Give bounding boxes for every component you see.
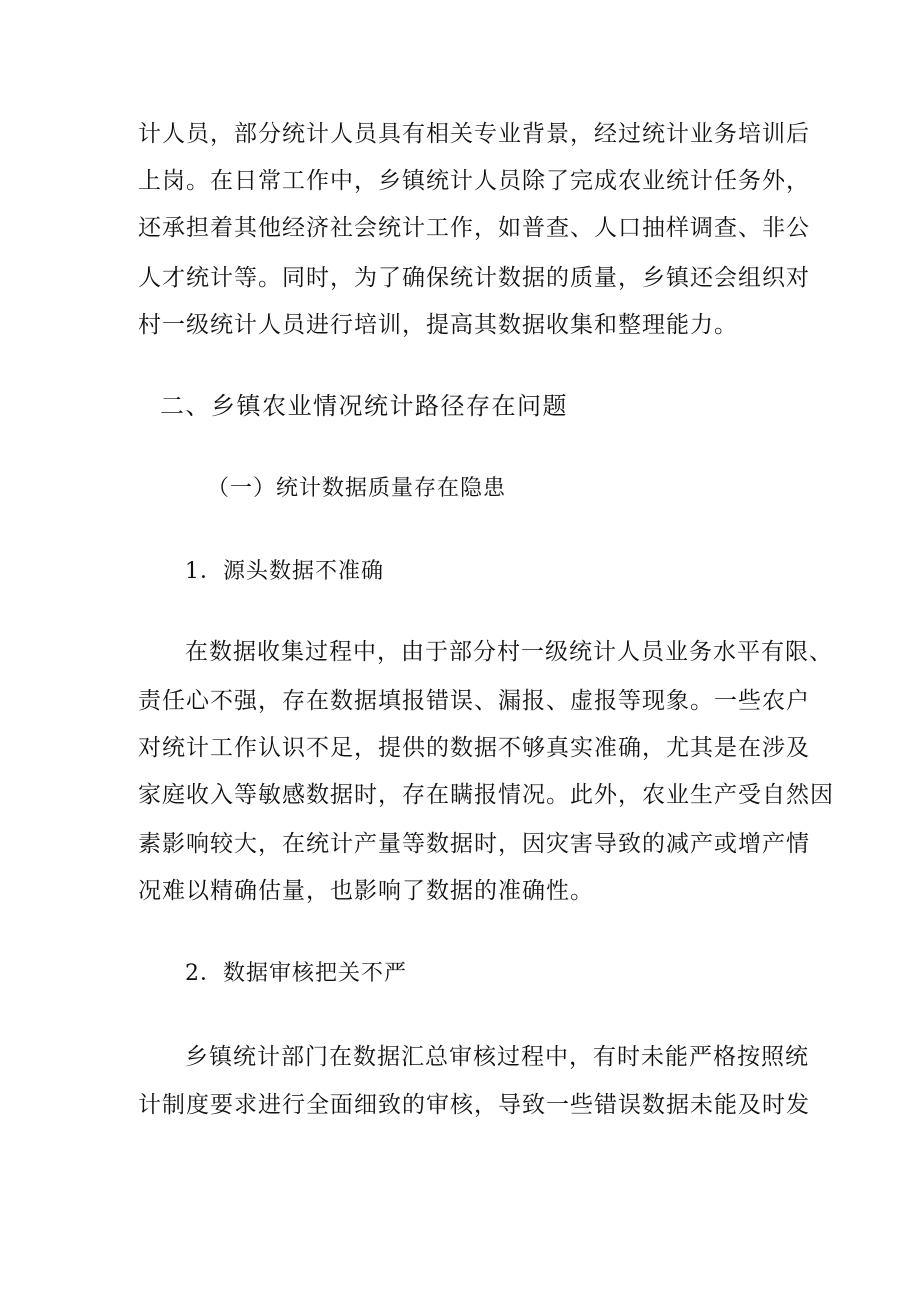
subsection-title: （一）统计数据质量存在隐患: [207, 476, 507, 501]
item-title: 1．源头数据不准确: [185, 559, 384, 584]
paragraph-line: 乡镇统计部门在数据汇总审核过程中，有时未能严格按照统: [185, 1044, 809, 1070]
paragraph-line: 素影响较大，在统计产量等数据时，因灾害导致的减产或增产情: [138, 831, 810, 857]
paragraph-line: 上岗。在日常工作中，乡镇统计人员除了完成农业统计任务外，: [138, 168, 810, 194]
paragraph-line: 计制度要求进行全面细致的审核，导致一些错误数据未能及时发: [138, 1092, 810, 1118]
section-title: 二、乡镇农业情况统计路径存在问题: [160, 392, 568, 420]
paragraph-line: 况难以精确估量，也影响了数据的准确性。: [138, 878, 594, 904]
paragraph-line: 村一级统计人员进行培训，提高其数据收集和整理能力。: [138, 312, 738, 338]
paragraph-line: 家庭收入等敏感数据时，存在瞒报情况。此外，农业生产受自然因: [138, 782, 834, 808]
paragraph-line: 在数据收集过程中，由于部分村一级统计人员业务水平有限、: [185, 639, 833, 665]
paragraph-line: 计人员，部分统计人员具有相关专业背景，经过统计业务培训后: [138, 121, 810, 147]
paragraph-line: 人才统计等。同时，为了确保统计数据的质量，乡镇还会组织对: [138, 265, 810, 291]
item-title: 2．数据审核把关不严: [185, 961, 407, 986]
paragraph-line: 还承担着其他经济社会统计工作，如普查、人口抽样调查、非公: [138, 215, 810, 241]
paragraph-line: 对统计工作认识不足，提供的数据不够真实准确，尤其是在涉及: [138, 735, 810, 761]
paragraph-line: 责任心不强，存在数据填报错误、漏报、虚报等现象。一些农户: [138, 688, 810, 714]
